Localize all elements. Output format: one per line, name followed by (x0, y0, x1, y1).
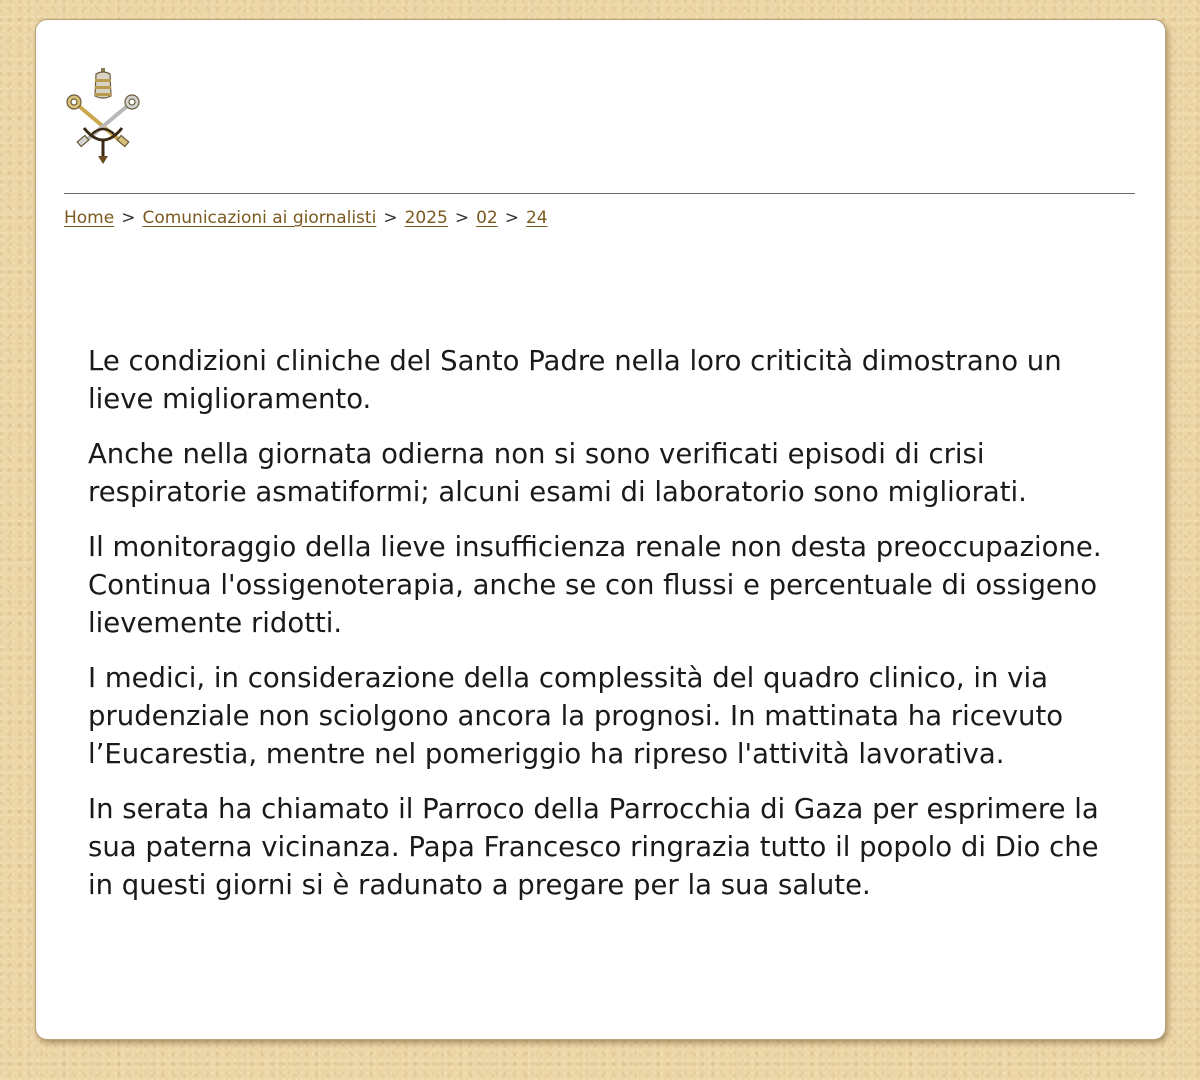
page-container (35, 19, 1166, 1040)
article-paragraph: In serata ha chiamato il Parroco della Parrocchia di Gaza per esprimere la sua paterna vicinanza. Papa Francesco ringrazia tutto il popolo di Dio che in questi giorni si è radunato a pregare per la sua salute. (88, 793, 1099, 901)
header-divider (64, 193, 1135, 194)
papal-coat-of-arms-icon[interactable] (62, 66, 144, 166)
breadcrumb-year-link[interactable]: 2025 (404, 208, 448, 228)
breadcrumb (64, 208, 548, 228)
breadcrumb-separator: > (504, 208, 519, 228)
breadcrumb-separator: > (121, 208, 136, 228)
breadcrumb-home-link[interactable]: Home (64, 208, 115, 228)
article-paragraph: Il monitoraggio della lieve insufficienza renale non desta preoccupazione. Continua l'ossigenoterapia, anche se con flussi e percentuale di ossigeno lievemente ridotti. (88, 531, 1102, 639)
breadcrumb-separator: > (454, 208, 470, 228)
breadcrumb-separator: > (383, 208, 398, 228)
breadcrumb-month-link[interactable]: 02 (476, 208, 498, 228)
breadcrumb-day-link[interactable]: 24 (525, 208, 548, 228)
article-body (88, 342, 1128, 921)
article-paragraph: I medici, in considerazione della complessità del quadro clinico, in via prudenziale non sciolgono ancora la prognosi. In mattinata ha ricevuto l’Eucarestia, mentre nel pomeriggio ha ripreso l'attività lavorativa. (88, 662, 1064, 770)
article-paragraph: Anche nella giornata odierna non si sono verificati episodi di crisi respiratorie asmatiformi; alcuni esami di laboratorio sono migliorati. (88, 438, 1027, 508)
breadcrumb-section-link[interactable]: Comunicazioni ai giornalisti (142, 208, 377, 228)
article-paragraph: Le condizioni cliniche del Santo Padre nella loro criticità dimostrano un lieve miglioramento. (88, 345, 1062, 415)
